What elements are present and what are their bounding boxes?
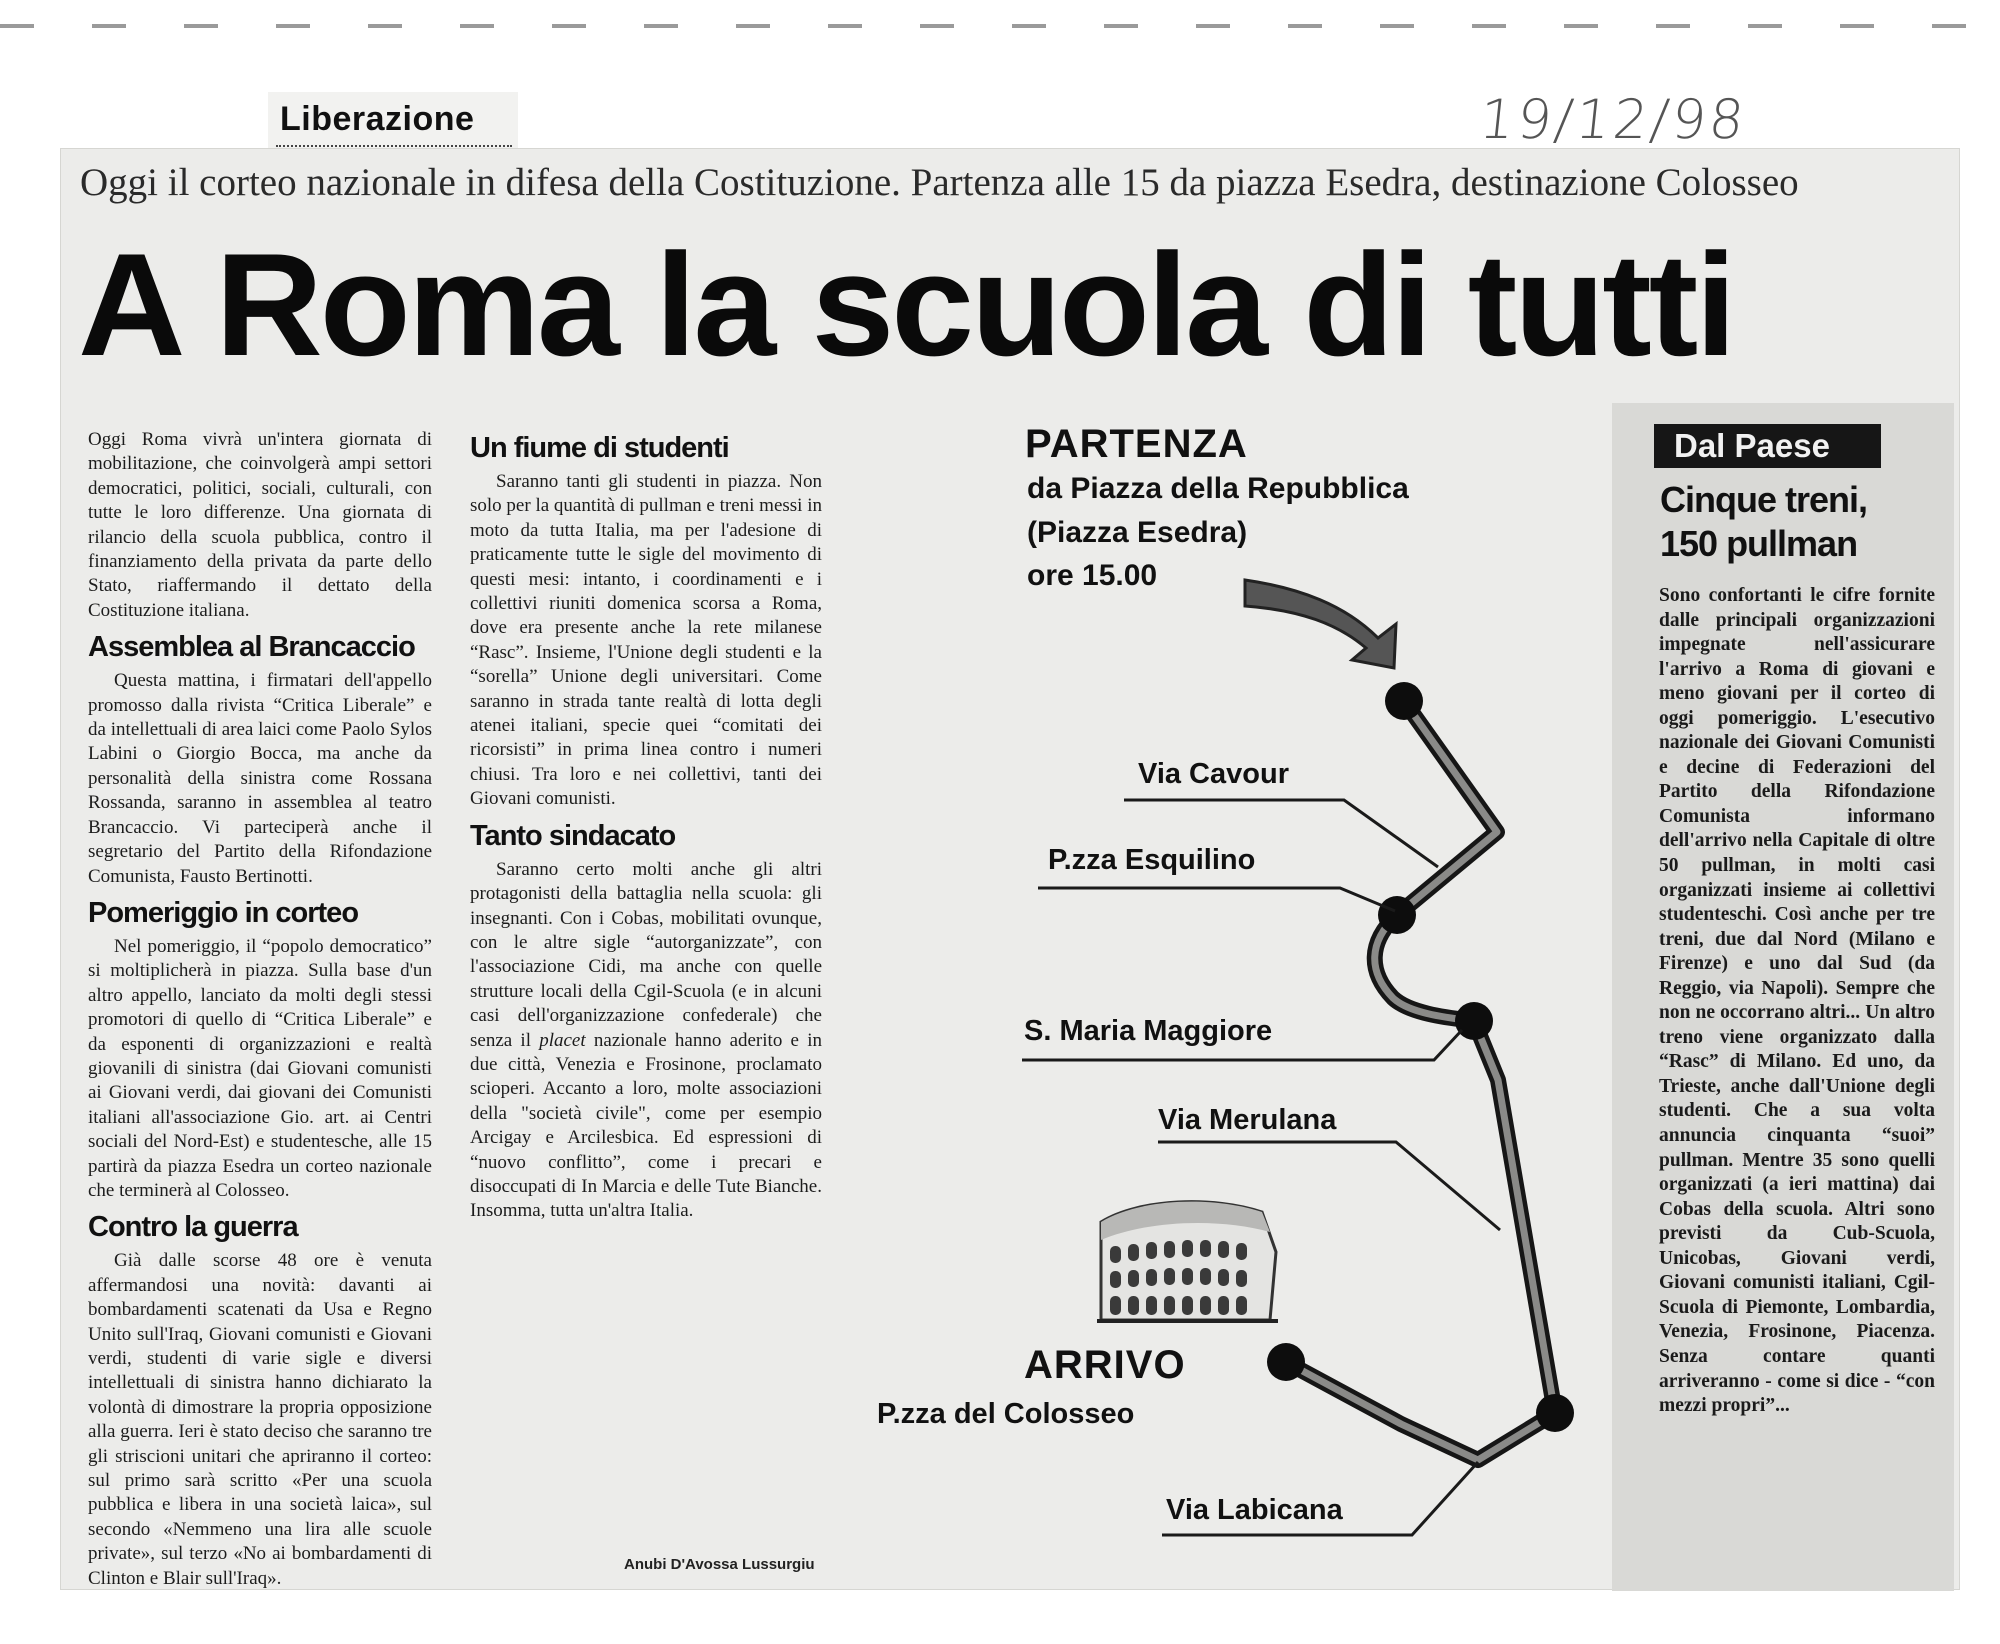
paragraph-pomeriggio: Nel pomeriggio, il “popolo democratico” si moltiplicherà in piazza. Sulla base d'un altro appello, lanciato da molti degli stessi promotori di quello di “Critica Liberale” e da esponenti di organizzazioni e realtà giovanili di sinistra (dai Giovani comunisti ai Giovani verdi, dai giovani dei Comunisti italiani all'associazione Gio. art. ai Centri sociali del Nord-Est) e studentesche, alle 15 partirà da piazza Esedra un corteo nazionale che terminerà al Colosseo. (88, 935, 432, 1201)
kicker: Oggi il corteo nazionale in difesa della Costituzione. Partenza alle 15 da piazza Esedra, destinazione Colosseo (80, 161, 1799, 204)
handwritten-date: 19/12/98 (1476, 88, 1750, 151)
sidebar-title-line2: 150 pullman (1660, 523, 1858, 564)
colosseum-icon (1097, 1202, 1278, 1321)
stop-via-merulana: Via Merulana (1158, 1104, 1337, 1136)
leader-esquilino (1038, 888, 1395, 911)
sidebar-body (1659, 584, 1935, 1419)
stop-marker-labicana (1536, 1394, 1574, 1432)
departure-arrow (1245, 580, 1396, 668)
departure-time: ore 15.00 (1027, 559, 1158, 592)
byline: Anubi D'Avossa Lussurgiu (624, 1556, 815, 1573)
stop-via-cavour: Via Cavour (1138, 758, 1289, 790)
stop-via-labicana: Via Labicana (1166, 1494, 1343, 1526)
placet-italic: placet (539, 1029, 586, 1051)
route-line (1286, 701, 1555, 1460)
sidebar-title-line1: Cinque treni, (1660, 479, 1868, 520)
arrival-title: ARRIVO (1024, 1343, 1186, 1387)
paragraph-assemblea: Questa mattina, i firmatari dell'appello promosso dalla rivista “Critica Liberale” e da intellettuali di area laici come Paolo Sylos Labini o Giorgio Bocca, ma anche da personalità della sinistra come Rossana Rossanda, saranno in assemblea al teatro Brancaccio. Vi parteciperà anche il segretario del Partito della Rifondazione Comunista, Fausto Bertinotti. (88, 670, 432, 887)
sidebar-tag: Dal Paese (1674, 427, 1830, 464)
paragraph-sindacato-part1: Saranno certo molti anche gli altri protagonisti della battaglia nella scuola: gli insegnanti. Con i Cobas, mobilitati ovunque, con le altre sigle “autorganizzate”, con l'associazione Cidi, ma anche con quelle strutture locali della Cgil-Scuola (e in alcuni casi dell'organizzazione confederale) che senza il (470, 858, 822, 1051)
paragraph-studenti: Saranno tanti gli studenti in piazza. Non solo per la quantità di pullman e treni messi in moto da tutta Italia, ma per l'adesione di praticamente tutte le sigle del movimento di questi mesi: intanto, i coordinamenti e i collettivi riuniti domenica scorsa a Roma, dove era presente anche la rete milanese “Rasc”. Insieme, l'Unione degli studenti e la “sorella” Unione degli universitari. Come saranno in strada tante realtà di lotta degli atenei italiani, specie quei “comitati dei ricorsisti” in prima linea contro i numeri chiusi. Tra loro e nei collettivi, tanti dei Giovani comunisti. (470, 471, 822, 810)
subhead-sindacato: Tanto sindacato (470, 819, 676, 852)
sidebar-title (1660, 478, 1867, 566)
paragraph-sindacato-part2: nazionale hanno aderito e in due città, Venezia e Frosinone, proclamato scioperi. Accanto a loro, molte associazioni della "società civile", come per esempio Arcigay e Arcilesbica. Ed espressioni di “nuovo conflitto”, come i precari e disoccupati di In Marcia e delle Tute Bianche. Insomma, tutta un'altra Italia. (470, 1029, 822, 1222)
stop-marker-santamaria (1455, 1002, 1493, 1040)
stop-piazza-esquilino: P.zza Esquilino (1048, 844, 1256, 876)
departure-place-alt: (Piazza Esedra) (1027, 516, 1248, 549)
paragraph-guerra: Già dalle scorse 48 ore è venuta affermandosi una novità: davanti ai bombardamenti scatenati da Usa e Regno Unito sull'Iraq, Giovani comunisti e Giovani verdi, studenti di varie sigle e diversi intellettuali di sinistra hanno dichiarato la volontà di dimostrare la propria opposizione alla guerra. Ieri è stato deciso che saranno tre gli striscioni unitari che apriranno il corteo: sul primo sarà scritto «Per una scuola pubblica e libera in una società laica», sul secondo «Nemmeno una lira alle scuole private», sul terzo «No ai bombardamenti di Clinton e Blair sull'Iraq». (88, 1250, 432, 1589)
subhead-pomeriggio: Pomeriggio in corteo (88, 896, 359, 929)
departure-place: da Piazza della Repubblica (1027, 472, 1409, 505)
stop-marker-start (1385, 682, 1423, 720)
subhead-assemblea: Assemblea al Brancaccio (88, 631, 415, 664)
subhead-studenti: Un fiume di studenti (470, 432, 729, 464)
headline: A Roma la scuola di tutti (78, 223, 1734, 386)
departure-title: PARTENZA (1025, 422, 1248, 466)
masthead-name: Liberazione (280, 100, 475, 138)
article-intro: Oggi Roma vivrà un'intera giornata di mobilitazione, che coinvolgerà ampi settori democratici, politici, sociali, culturali, con tutte le loro differenze. Una giornata di rilancio della scuola pubblica, contro il finanziamento della privata da parte dello Stato, riaffermando il dettato della Costituzione italiana. (88, 429, 432, 621)
subhead-guerra: Contro la guerra (88, 1211, 298, 1244)
stop-santa-maria-maggiore: S. Maria Maggiore (1024, 1015, 1273, 1047)
arrival-place: P.zza del Colosseo (877, 1398, 1135, 1430)
sidebar-text: Sono confortanti le cifre fornite dalle principali organizzazioni impegnate nell'assicurare l'arrivo a Roma di giovani e meno giovani per il corteo di oggi pomeriggio. L'esecutivo nazionale dei Giovani Comunisti e decine di Federazioni del Partito della Rifondazione Comunista informano dell'arrivo nella Capitale di oltre 50 pullman, in molti casi organizzati insieme ai collettivi studenteschi. Così anche per tre treni, due dal Nord (Milano e Firenze) e uno dal Sud (da Reggio, via Napoli). Sempre che non ne occorrano altri... Un altro treno viene organizzato dalla “Rasc” di Milano. Ed uno, da Trieste, anche dall'Unione degli studenti. Che a sua volta annuncia cinquanta “suoi” pullman. Mentre 35 sono quelli organizzati (a ieri mattina) dai Cobas della scuola. Altri sono previsti da Cub-Scuola, Unicobas, Giovani verdi, Giovani comunisti italiani, Cgil-Scuola di Piemonte, Lombardia, Venezia, Frosinone, Piacenza. Senza contare quanti arriveranno - come si dice - “con mezzi propri”... (1659, 585, 1935, 1417)
stop-marker-esquilino (1378, 896, 1416, 934)
stop-marker-colosseo (1267, 1343, 1305, 1381)
